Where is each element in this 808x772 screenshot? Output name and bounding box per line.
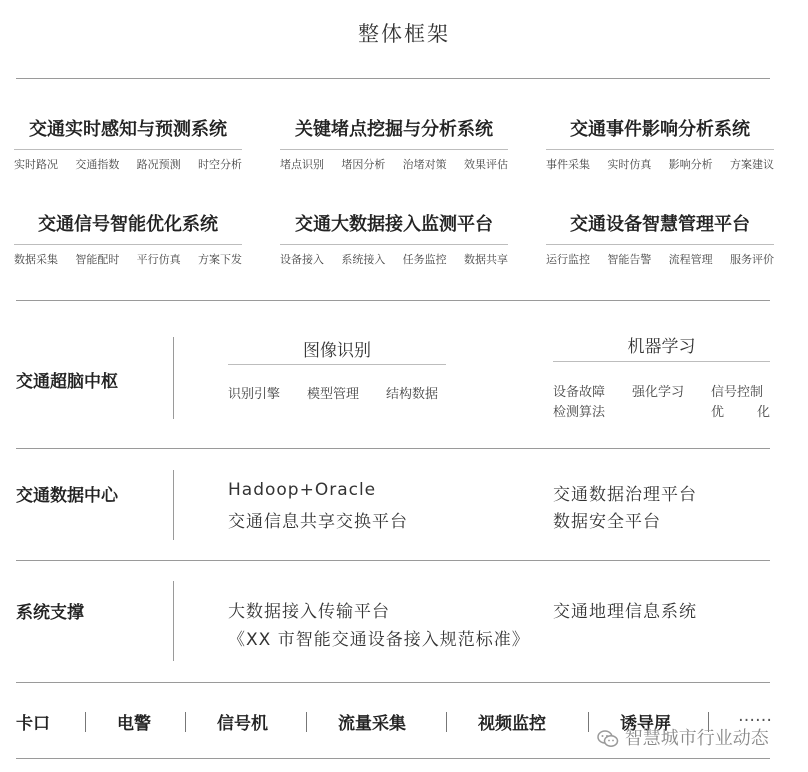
system-name: 交通设备智慧管理平台 bbox=[570, 214, 750, 235]
machine-learning-item: 检测算法 bbox=[553, 405, 606, 420]
system-subitem: 数据共享 bbox=[463, 253, 508, 266]
system-subitem: 交通指数 bbox=[75, 158, 120, 171]
device-item: 信号机 bbox=[217, 714, 268, 734]
device-item: 电警 bbox=[117, 714, 151, 734]
system-subitems bbox=[546, 251, 774, 267]
divider bbox=[16, 300, 770, 301]
support-item: 大数据接入传输平台 bbox=[228, 602, 390, 622]
system-subitem: 堵点识别 bbox=[280, 158, 324, 171]
block-underline bbox=[228, 364, 446, 365]
device-separator bbox=[446, 712, 447, 732]
divider bbox=[16, 682, 770, 683]
system-block bbox=[14, 115, 242, 172]
system-block bbox=[546, 210, 774, 267]
divider bbox=[16, 448, 770, 449]
system-subitem: 堵因分析 bbox=[341, 158, 386, 171]
device-item: 诱导屏 bbox=[620, 714, 671, 734]
system-underline bbox=[280, 149, 508, 150]
support-item: 《XX 市智能交通设备接入规范标准》 bbox=[228, 630, 530, 650]
row-label-datacenter: 交通数据中心 bbox=[16, 486, 118, 506]
system-subitem: 智能告警 bbox=[607, 253, 652, 266]
device-separator bbox=[85, 712, 86, 732]
system-block bbox=[280, 210, 508, 267]
system-name: 交通信号智能优化系统 bbox=[38, 214, 218, 235]
system-subitem: 智能配时 bbox=[75, 253, 120, 266]
system-subitem: 服务评价 bbox=[729, 253, 774, 266]
row-label-support: 系统支撑 bbox=[16, 603, 84, 623]
datacenter-item: 数据安全平台 bbox=[553, 512, 661, 532]
datacenter-item: Hadoop+Oracle bbox=[228, 480, 377, 500]
system-subitem: 系统接入 bbox=[341, 253, 386, 266]
divider bbox=[16, 78, 770, 79]
device-separator bbox=[306, 712, 307, 732]
system-subitems bbox=[280, 156, 508, 172]
system-name: 交通实时感知与预测系统 bbox=[29, 119, 227, 140]
divider bbox=[16, 758, 770, 759]
system-subitem: 影响分析 bbox=[668, 158, 713, 171]
image-recognition-item: 结构数据 bbox=[386, 387, 439, 402]
divider bbox=[16, 560, 770, 561]
device-separator bbox=[185, 712, 186, 732]
device-item: 视频监控 bbox=[478, 714, 546, 734]
watermark-text: 智慧城市行业动态 bbox=[624, 728, 769, 749]
system-subitem: 方案下发 bbox=[197, 253, 242, 266]
system-subitem: 运行监控 bbox=[546, 253, 590, 266]
row-separator bbox=[173, 470, 174, 540]
system-subitem: 事件采集 bbox=[546, 158, 590, 171]
system-subitem: 治堵对策 bbox=[402, 158, 447, 171]
support-item: 交通地理信息系统 bbox=[553, 602, 697, 622]
datacenter-item: 交通信息共享交换平台 bbox=[228, 512, 408, 532]
system-subitem: 路况预测 bbox=[136, 158, 181, 171]
system-block bbox=[280, 115, 508, 172]
system-underline bbox=[546, 149, 774, 150]
system-subitem: 设备接入 bbox=[280, 253, 324, 266]
machine-learning-item: 化 bbox=[757, 405, 771, 420]
machine-learning-item: 设备故障 bbox=[553, 385, 606, 400]
system-subitem: 时空分析 bbox=[197, 158, 242, 171]
device-item-more: …… bbox=[738, 706, 772, 726]
system-name: 交通大数据接入监测平台 bbox=[295, 214, 493, 235]
system-subitems bbox=[14, 156, 242, 172]
system-subitem: 方案建议 bbox=[729, 158, 774, 171]
row-label-brain: 交通超脑中枢 bbox=[16, 372, 118, 392]
row-separator bbox=[173, 337, 174, 419]
system-subitems bbox=[280, 251, 508, 267]
watermark bbox=[597, 724, 769, 750]
system-subitem: 流程管理 bbox=[668, 253, 713, 266]
page-title: 整体框架 bbox=[358, 22, 450, 46]
device-item: 流量采集 bbox=[338, 714, 406, 734]
wechat-icon bbox=[597, 728, 625, 749]
system-underline bbox=[546, 244, 774, 245]
system-underline bbox=[14, 244, 242, 245]
block-underline bbox=[553, 361, 770, 362]
system-underline bbox=[14, 149, 242, 150]
system-subitem: 实时路况 bbox=[14, 158, 58, 171]
device-separator bbox=[588, 712, 589, 732]
device-item: 卡口 bbox=[16, 714, 50, 734]
system-subitem: 数据采集 bbox=[14, 253, 58, 266]
row-separator bbox=[173, 581, 174, 661]
system-subitems bbox=[546, 156, 774, 172]
image-recognition-title: 图像识别 bbox=[303, 341, 371, 361]
system-subitems bbox=[14, 251, 242, 267]
datacenter-item: 交通数据治理平台 bbox=[553, 485, 697, 505]
system-subitem: 效果评估 bbox=[463, 158, 508, 171]
system-subitem: 实时仿真 bbox=[607, 158, 652, 171]
system-subitem: 任务监控 bbox=[402, 253, 447, 266]
system-subitem: 平行仿真 bbox=[136, 253, 181, 266]
machine-learning-title: 机器学习 bbox=[627, 337, 696, 357]
system-name: 交通事件影响分析系统 bbox=[570, 119, 750, 140]
image-recognition-item: 模型管理 bbox=[307, 387, 360, 402]
machine-learning-item: 强化学习 bbox=[632, 385, 685, 400]
image-recognition-item: 识别引擎 bbox=[228, 387, 281, 402]
system-block bbox=[546, 115, 774, 172]
system-name: 关键堵点挖掘与分析系统 bbox=[295, 119, 493, 140]
system-block bbox=[14, 210, 242, 267]
machine-learning-item: 信号控制 bbox=[711, 385, 764, 400]
machine-learning-item: 优 bbox=[711, 405, 725, 420]
system-underline bbox=[280, 244, 508, 245]
